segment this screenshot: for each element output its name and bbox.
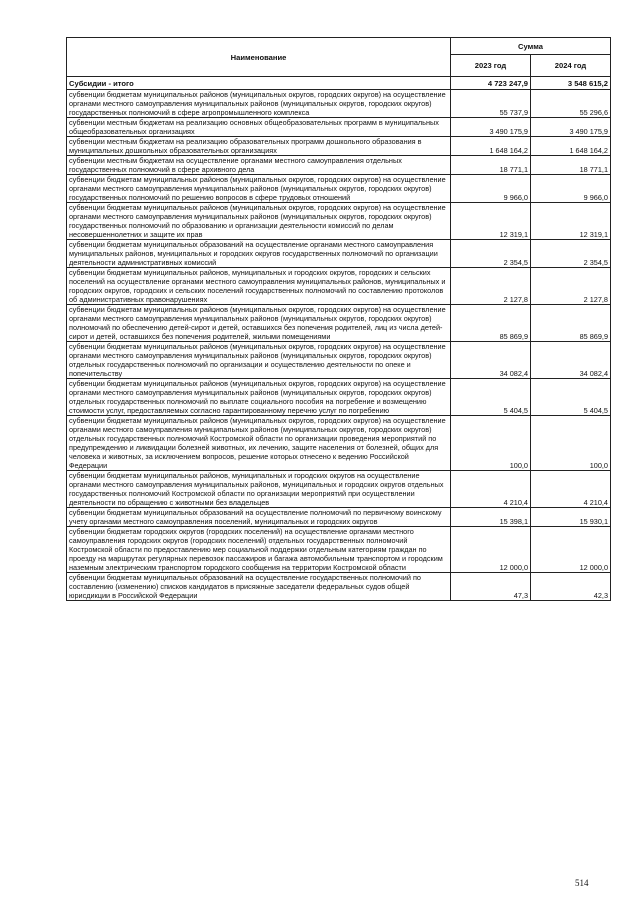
row-value-2024: 5 404,5 [531,379,611,416]
row-value-2024: 2 127,8 [531,268,611,305]
table-row [67,90,611,118]
row-value-2023: 2 127,8 [451,268,531,305]
table-row [67,203,611,240]
row-value-2023: 12 319,1 [451,203,531,240]
row-value-2023: 3 490 175,9 [451,118,531,137]
total-2024: 3 548 615,2 [531,77,611,90]
table-row [67,175,611,203]
row-value-2024: 9 966,0 [531,175,611,203]
row-value-2023: 9 966,0 [451,175,531,203]
table-row [67,137,611,156]
table-row [67,379,611,416]
row-description: субвенции бюджетам муниципальных районов (муниципальных округов, городских округов) на осуществление органами местного самоуправления муниципальных районов (муниципальных округов, городских округов) отдельных государственных полномочий по организации и осуществлению деятельности по опеке и попечительству [67,342,451,379]
table-row [67,527,611,573]
row-description: субвенции бюджетам муниципальных районов (муниципальных округов, городских округов) на осуществление органами местного самоуправления муниципальных районов (муниципальных округов, городских округов) государственных полномочий по решению вопросов в сфере трудовых отношений [67,175,451,203]
row-description: субвенции бюджетам муниципальных районов (муниципальных округов, городских округов) на осуществление органами местного самоуправления муниципальных районов (муниципальных округов, городских округов) полномочий по обеспечению детей-сирот и детей, оставшихся без попечения родителей, лиц из числа детей-сирот и детей, оставшихся без попечения родителей, жилыми помещениями [67,305,451,342]
row-description: субвенции бюджетам муниципальных районов, муниципальных и городских округов на осуществление органами местного самоуправления муниципальных районов, муниципальных и городских округов отдельных государственных полномочий Костромской области по организации мероприятий при осуществлении деятельности по обращению с животными без владельцев [67,471,451,508]
row-description: субвенции бюджетам муниципальных образований на осуществление полномочий по первичному воинскому учету органами местного самоуправления поселений, муниципальных и городских округов [67,508,451,527]
total-label: Субсидии - итого [67,77,451,90]
row-value-2023: 15 398,1 [451,508,531,527]
row-description: субвенции бюджетам муниципальных районов (муниципальных округов, городских округов) на осуществление органами местного самоуправления муниципальных районов (муниципальных округов, городских округов) государственных полномочий по образованию и организации деятельности комиссий по делам несовершеннолетних и защите их прав [67,203,451,240]
row-value-2023: 18 771,1 [451,156,531,175]
row-value-2023: 1 648 164,2 [451,137,531,156]
row-description: субвенции бюджетам муниципальных районов (муниципальных округов, городских округов) на осуществление органами местного самоуправления муниципальных районов (муниципальных округов, городских округов) государственных полномочий в сфере агропромышленного комплекса [67,90,451,118]
row-value-2024: 34 082,4 [531,342,611,379]
header-year-2023: 2023 год [451,55,531,77]
row-value-2023: 5 404,5 [451,379,531,416]
row-description: субвенции бюджетам муниципальных районов, муниципальных и городских округов, городских и сельских поселений на осуществление органами местного самоуправления муниципальных районов, муниципальных и городских округов, городских и сельских поселений государственных полномочий по составлению протоколов об административных правонарушениях [67,268,451,305]
table-row [67,573,611,601]
row-value-2024: 12 000,0 [531,527,611,573]
row-value-2023: 12 000,0 [451,527,531,573]
table-row [67,471,611,508]
page-number: 514 [575,878,589,888]
row-value-2023: 55 737,9 [451,90,531,118]
total-row [67,77,611,90]
row-value-2024: 3 490 175,9 [531,118,611,137]
row-description: субвенции местным бюджетам на реализацию образовательных программ дошкольного образования в муниципальных дошкольных образовательных организациях [67,137,451,156]
header-name: Наименование [67,38,451,77]
row-value-2024: 100,0 [531,416,611,471]
table-row [67,118,611,137]
row-description: субвенции местным бюджетам на осуществление органами местного самоуправления отдельных государственных полномочий в сфере архивного дела [67,156,451,175]
budget-table [66,37,611,601]
header-year-2024: 2024 год [531,55,611,77]
row-description: субвенции бюджетам муниципальных районов (муниципальных округов, городских округов) на осуществление органами местного самоуправления муниципальных районов (муниципальных округов, городских округов) отдельных государственных полномочий по выплате социального пособия на погребение и возмещению стоимости услуг, предоставляемых согласно гарантированному перечню услуг по погребению [67,379,451,416]
table-row [67,342,611,379]
row-value-2024: 1 648 164,2 [531,137,611,156]
row-description: субвенции бюджетам муниципальных образований на осуществление органами местного самоуправления муниципальных районов, муниципальных и городских округов государственных полномочий по организации деятельности административных комиссий [67,240,451,268]
row-value-2023: 34 082,4 [451,342,531,379]
row-value-2023: 47,3 [451,573,531,601]
row-description: субвенции бюджетам муниципальных районов (муниципальных округов, городских округов) на осуществление органами местного самоуправления муниципальных районов (муниципальных округов, городских округов) отдельных государственных полномочий Костромской области по организации проведения мероприятий по предупреждению и ликвидации болезней животных, их лечению, защите населения от болезней, общих для человека и животных, за исключением вопросов, решение которых отнесено к ведению Российской Федерации [67,416,451,471]
table-row [67,240,611,268]
row-value-2024: 2 354,5 [531,240,611,268]
table-row [67,416,611,471]
row-value-2023: 2 354,5 [451,240,531,268]
row-value-2024: 18 771,1 [531,156,611,175]
table-row [67,508,611,527]
budget-table-container [66,37,610,601]
row-value-2024: 42,3 [531,573,611,601]
row-value-2024: 15 930,1 [531,508,611,527]
table-row [67,156,611,175]
header-sum: Сумма [451,38,611,55]
row-value-2023: 100,0 [451,416,531,471]
row-description: субвенции бюджетам городских округов (городских поселений) на осуществление органами местного самоуправления городских округов (городских поселений) отдельных государственных полномочий Костромской области по предоставлению мер социальной поддержки отдельным категориям граждан по проезду на маршрутах регулярных перевозок пассажиров и багажа автомобильным транспортом и городским наземным электрическим транспортом городского сообщения на территории Костромской области [67,527,451,573]
total-2023: 4 723 247,9 [451,77,531,90]
row-value-2024: 55 296,6 [531,90,611,118]
row-value-2024: 85 869,9 [531,305,611,342]
row-value-2024: 12 319,1 [531,203,611,240]
row-value-2024: 4 210,4 [531,471,611,508]
row-description: субвенции бюджетам муниципальных образований на осуществление государственных полномочий по составлению (изменению) списков кандидатов в присяжные заседатели федеральных судов общей юрисдикции в Российской Федерации [67,573,451,601]
table-row [67,268,611,305]
row-value-2023: 85 869,9 [451,305,531,342]
row-value-2023: 4 210,4 [451,471,531,508]
row-description: субвенции местным бюджетам на реализацию основных общеобразовательных программ в муниципальных общеобразовательных организациях [67,118,451,137]
table-row [67,305,611,342]
